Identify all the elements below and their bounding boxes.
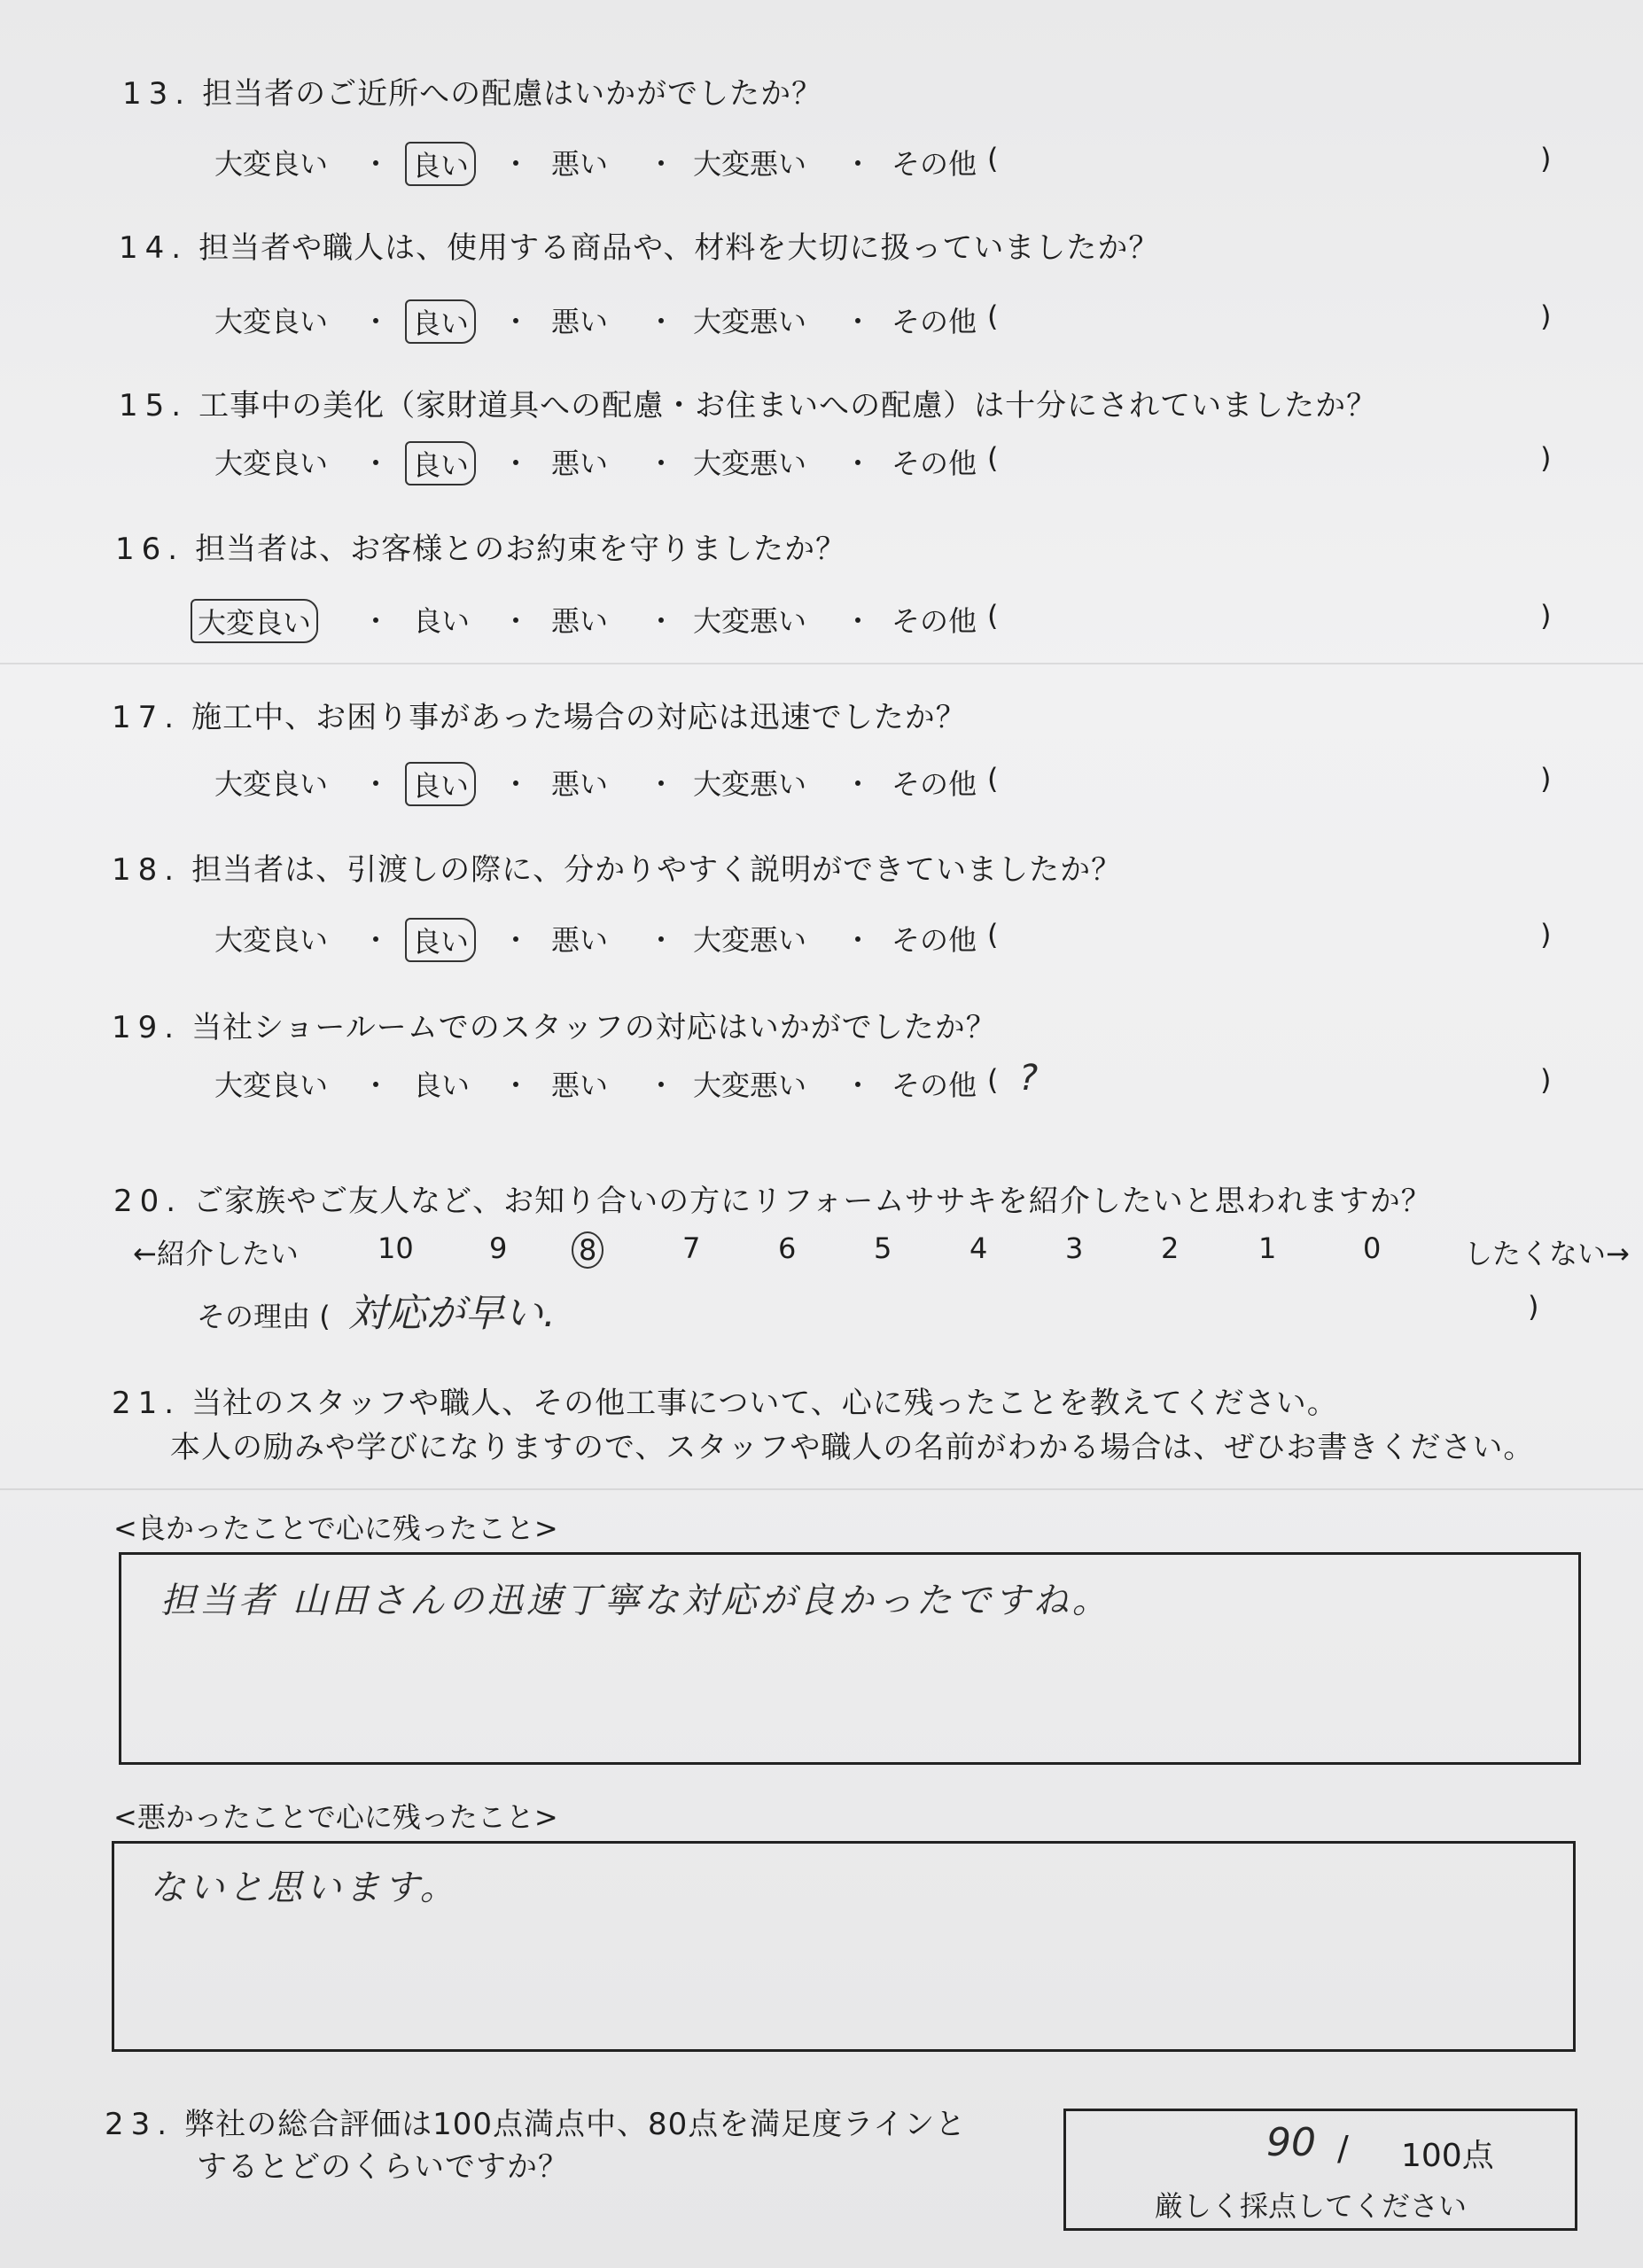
question-14 — [119, 223, 1159, 267]
option-other[interactable]: その他 — [892, 1068, 977, 1102]
question-13 — [122, 69, 822, 113]
separator-dot: ・ — [362, 147, 391, 181]
reason-answer[interactable]: 対応が早い. — [347, 1291, 556, 1336]
question-text: 担当者は、お客様とのお約束を守りましたか？ — [195, 532, 847, 567]
question-text-line1: 当社のスタッフや職人、その他工事について、心に残ったことを教えてください。 — [191, 1386, 1338, 1421]
question-21 — [112, 1379, 1338, 1422]
separator-dot: ・ — [647, 305, 676, 338]
question-17 — [112, 693, 967, 736]
option-other[interactable]: その他 — [892, 147, 977, 181]
paren-open: ( — [319, 1300, 331, 1333]
scale-option-4[interactable]: 4 — [969, 1231, 988, 1265]
answer-options — [0, 142, 1552, 183]
question-number: 21. — [112, 1386, 182, 1421]
option-very-bad[interactable]: 大変悪い — [693, 447, 807, 480]
separator-dot: ・ — [844, 147, 873, 181]
scale-option-7[interactable]: 7 — [682, 1231, 701, 1265]
option-bad[interactable]: 悪い — [551, 767, 609, 801]
question-text: 当社ショールームでのスタッフの対応はいかがでしたか？ — [191, 1010, 997, 1045]
option-good[interactable]: 良い — [405, 918, 476, 962]
separator-dot: ・ — [844, 767, 873, 801]
paren-open: ( — [987, 762, 999, 796]
scale-option-10[interactable]: 10 — [378, 1231, 414, 1265]
good-comment-box[interactable] — [119, 1552, 1581, 1765]
scale-option-2[interactable]: 2 — [1161, 1231, 1180, 1265]
question-number: 18. — [112, 852, 182, 888]
score-max: 100点 — [1401, 2138, 1494, 2174]
question-text: 担当者のご近所への配慮はいかがでしたか？ — [202, 76, 823, 112]
separator-dot: ・ — [647, 767, 676, 801]
good-comment-label: <良かったことで心に残ったこと> — [113, 1511, 558, 1545]
bad-comment-box[interactable] — [112, 1841, 1576, 2052]
question-21-line2: 本人の励みや学びになりますので、スタッフや職人の名前がわかる場合は、ぜひお書きください。 — [170, 1430, 1535, 1465]
separator-dot: ・ — [362, 767, 391, 801]
question-text: 担当者や職人は、使用する商品や、材料を大切に扱っていましたか？ — [199, 230, 1160, 266]
paren-close: ) — [1540, 142, 1552, 175]
option-very-bad[interactable]: 大変悪い — [693, 923, 807, 957]
option-very-bad[interactable]: 大変悪い — [693, 1068, 807, 1102]
recommend-scale — [0, 1231, 1643, 1270]
option-bad[interactable]: 悪い — [551, 604, 609, 638]
separator-dot: ・ — [647, 923, 676, 957]
answer-options — [0, 599, 1552, 640]
separator-dot: ・ — [502, 767, 531, 801]
question-16 — [115, 524, 846, 568]
bad-comment-text: ないと思います。 — [150, 1868, 459, 1908]
question-number: 19. — [112, 1010, 182, 1045]
option-bad[interactable]: 悪い — [551, 923, 609, 957]
scale-option-6[interactable]: 6 — [778, 1231, 797, 1265]
option-very-good[interactable]: 大変良い — [214, 767, 329, 801]
option-good[interactable]: 良い — [405, 762, 476, 806]
paren-open: ( — [987, 1063, 999, 1097]
separator-dot: ・ — [502, 923, 531, 957]
option-very-good[interactable]: 大変良い — [214, 305, 329, 338]
option-very-good[interactable]: 大変良い — [191, 599, 318, 643]
score-slash: / — [1337, 2129, 1349, 2168]
option-good[interactable]: 良い — [405, 441, 476, 485]
option-very-bad[interactable]: 大変悪い — [693, 305, 807, 338]
question-number: 15. — [119, 388, 189, 423]
option-good[interactable]: 良い — [413, 604, 471, 638]
scale-option-8[interactable]: 8 — [572, 1231, 603, 1269]
option-very-bad[interactable]: 大変悪い — [693, 147, 807, 181]
option-good[interactable]: 良い — [413, 1068, 471, 1102]
question-19 — [112, 1003, 997, 1046]
scale-left-label: ←紹介したい — [133, 1237, 299, 1270]
paren-open: ( — [987, 599, 999, 633]
paren-close: ) — [1528, 1290, 1539, 1324]
option-good[interactable]: 良い — [405, 142, 476, 186]
separator-dot: ・ — [647, 1068, 676, 1102]
answer-options — [0, 1058, 1552, 1102]
question-number: 23. — [105, 2107, 175, 2142]
scale-right-label: したくない→ — [1464, 1237, 1630, 1270]
option-bad[interactable]: 悪い — [551, 147, 609, 181]
question-text: 施工中、お困り事があった場合の対応は迅速でしたか？ — [191, 700, 967, 735]
option-other[interactable]: その他 — [892, 305, 977, 338]
separator-dot: ・ — [844, 1068, 873, 1102]
paren-open: ( — [987, 441, 999, 475]
scale-option-9[interactable]: 9 — [489, 1231, 508, 1265]
separator-dot: ・ — [502, 604, 531, 638]
separator-dot: ・ — [502, 305, 531, 338]
separator-dot: ・ — [502, 147, 531, 181]
question-number: 16. — [115, 532, 185, 567]
answer-options — [0, 299, 1552, 340]
paren-close: ) — [1540, 299, 1552, 333]
paren-open: ( — [987, 299, 999, 333]
reason-label: その理由 — [197, 1300, 311, 1333]
option-very-good[interactable]: 大変良い — [214, 1068, 329, 1102]
separator-dot: ・ — [647, 147, 676, 181]
option-very-good[interactable]: 大変良い — [214, 447, 329, 480]
separator-dot: ・ — [502, 1068, 531, 1102]
option-other[interactable]: その他 — [892, 923, 977, 957]
scale-option-1[interactable]: 1 — [1258, 1231, 1277, 1265]
reason-line — [197, 1281, 556, 1338]
question-text-line2: するとどのくらいですか？ — [197, 2149, 569, 2185]
separator-dot: ・ — [647, 447, 676, 480]
paren-close: ) — [1540, 1063, 1552, 1097]
question-text: 工事中の美化（家財道具への配慮・お住まいへの配慮）は十分にされていましたか？ — [199, 388, 1378, 423]
paren-close: ) — [1540, 441, 1552, 475]
question-text: 担当者は、引渡しの際に、分かりやすく説明ができていましたか？ — [191, 852, 1123, 888]
separator-dot: ・ — [844, 447, 873, 480]
paren-close: ) — [1540, 762, 1552, 796]
separator-dot: ・ — [362, 305, 391, 338]
paper-fold-line — [0, 1488, 1643, 1490]
scale-option-0[interactable]: 0 — [1363, 1231, 1382, 1265]
option-very-good[interactable]: 大変良い — [214, 147, 329, 181]
good-comment-text: 担当者 山田さんの迅速丁寧な対応が良かったですね。 — [160, 1581, 1111, 1621]
separator-dot: ・ — [362, 1068, 391, 1102]
option-very-good[interactable]: 大変良い — [214, 923, 329, 957]
other-answer-text[interactable]: ? — [1019, 1058, 1039, 1099]
separator-dot: ・ — [362, 923, 391, 957]
option-other[interactable]: その他 — [892, 604, 977, 638]
paren-open: ( — [987, 918, 999, 951]
question-15 — [119, 381, 1377, 424]
option-bad[interactable]: 悪い — [551, 305, 609, 338]
separator-dot: ・ — [844, 923, 873, 957]
separator-dot: ・ — [502, 447, 531, 480]
paper-fold-line — [0, 663, 1643, 664]
option-other[interactable]: その他 — [892, 767, 977, 801]
score-value: 90 — [1266, 2120, 1316, 2165]
separator-dot: ・ — [647, 604, 676, 638]
paren-open: ( — [987, 142, 999, 175]
paren-close: ) — [1540, 599, 1552, 633]
separator-dot: ・ — [844, 604, 873, 638]
question-text: ご家族やご友人など、お知り合いの方にリフォームササキを紹介したいと思われますか？ — [193, 1184, 1432, 1219]
question-number: 14. — [119, 230, 189, 266]
question-23 — [105, 2103, 966, 2188]
paren-close: ) — [1540, 918, 1552, 951]
question-18 — [112, 845, 1122, 889]
answer-options — [0, 762, 1552, 803]
option-very-bad[interactable]: 大変悪い — [693, 604, 807, 638]
question-number: 13. — [122, 76, 192, 112]
bad-comment-label: <悪かったことで心に残ったこと> — [113, 1800, 558, 1834]
option-other[interactable]: その他 — [892, 447, 977, 480]
score-note: 厳しく採点してください — [1155, 2189, 1468, 2223]
separator-dot: ・ — [362, 447, 391, 480]
separator-dot: ・ — [362, 604, 391, 638]
answer-options — [0, 441, 1552, 482]
answer-options — [0, 918, 1552, 959]
question-number: 20. — [113, 1184, 183, 1219]
question-text-line1: 弊社の総合評価は100点満点中、80点を満足度ラインと — [184, 2107, 967, 2142]
option-bad[interactable]: 悪い — [551, 447, 609, 480]
separator-dot: ・ — [844, 305, 873, 338]
scale-option-5[interactable]: 5 — [874, 1231, 892, 1265]
score-box[interactable] — [1063, 2109, 1577, 2231]
option-bad[interactable]: 悪い — [551, 1068, 609, 1102]
option-good[interactable]: 良い — [405, 299, 476, 344]
scale-option-3[interactable]: 3 — [1065, 1231, 1084, 1265]
option-very-bad[interactable]: 大変悪い — [693, 767, 807, 801]
question-20 — [113, 1177, 1432, 1220]
question-number: 17. — [112, 700, 182, 735]
